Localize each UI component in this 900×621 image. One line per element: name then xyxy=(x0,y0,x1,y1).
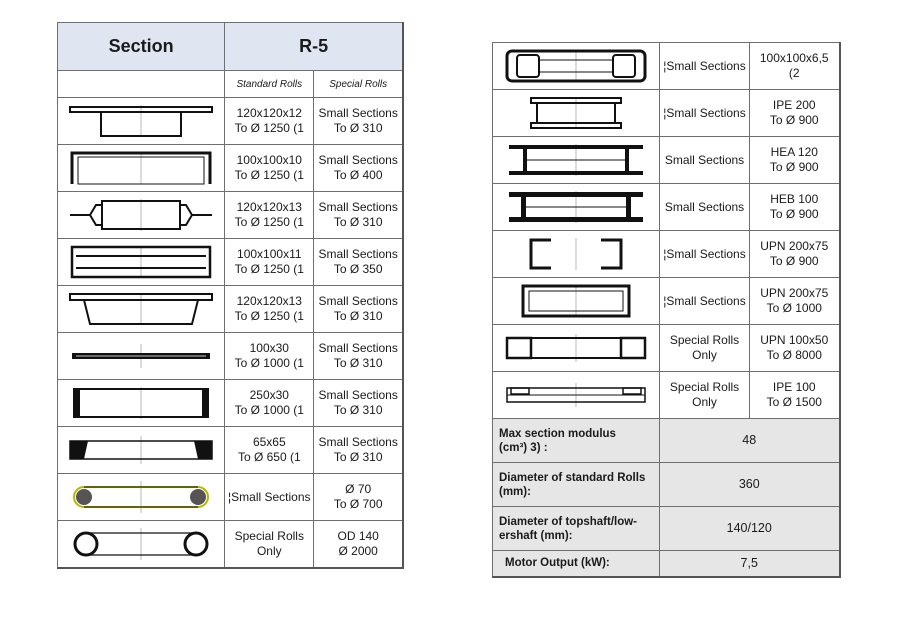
left-spec-table xyxy=(57,22,404,569)
size-range-cell: HEB 100 To Ø 900 xyxy=(750,184,840,231)
spec-value: 360 xyxy=(660,463,840,507)
standard-rolls-cell: 100x100x10 To Ø 1250 (1 xyxy=(225,145,314,192)
ipe-section-icon xyxy=(493,90,660,137)
section-type-cell: ¦Small Sections xyxy=(660,90,750,137)
upn-small-section-icon xyxy=(493,325,660,372)
standard-rolls-cell: 65x65 To Ø 650 (1 xyxy=(225,427,314,474)
special-rolls-subheader: Special Rolls xyxy=(314,71,403,98)
special-rolls-cell: Small Sections To Ø 310 xyxy=(314,427,403,474)
table-row xyxy=(58,286,404,333)
standard-rolls-cell: 250x30 To Ø 1000 (1 xyxy=(225,380,314,427)
spec-value: 7,5 xyxy=(660,551,840,577)
section-type-cell: Small Sections xyxy=(660,137,750,184)
spec-label: Max section modulus (cm³) 3) : xyxy=(493,419,660,463)
spec-row-shaft-diameter xyxy=(493,507,840,551)
special-rolls-cell: Small Sections To Ø 310 xyxy=(314,380,403,427)
wide-flat-section-icon xyxy=(58,380,225,427)
standard-rolls-subheader: Standard Rolls xyxy=(225,71,314,98)
spec-label: Diameter of topshaft/low- ershaft (mm): xyxy=(493,507,660,551)
special-rolls-cell: OD 140 Ø 2000 xyxy=(314,521,403,569)
channel-section-icon xyxy=(58,145,225,192)
table-row xyxy=(58,333,404,380)
special-rolls-cell: Small Sections To Ø 310 xyxy=(314,333,403,380)
tee-angled-section-icon xyxy=(58,286,225,333)
right-spec-table xyxy=(492,42,841,578)
standard-rolls-cell: ¦Small Sections xyxy=(225,474,314,521)
table-row xyxy=(58,239,404,286)
size-range-cell: 100x100x6,5 (2 xyxy=(750,43,840,90)
table-row xyxy=(493,325,840,372)
standard-rolls-cell: 100x100x11 To Ø 1250 (1 xyxy=(225,239,314,286)
table-row xyxy=(493,137,840,184)
upn-wide-section-icon xyxy=(493,278,660,325)
spec-label: Motor Output (kW): xyxy=(493,551,660,577)
table-row xyxy=(493,43,840,90)
section-type-cell: Special Rolls Only xyxy=(660,372,750,419)
heb-section-icon xyxy=(493,184,660,231)
table-row xyxy=(58,474,404,521)
upn-section-icon xyxy=(493,231,660,278)
table-row xyxy=(493,184,840,231)
standard-rolls-cell: 120x120x12 To Ø 1250 (1 xyxy=(225,98,314,145)
section-type-cell: Special Rolls Only xyxy=(660,325,750,372)
flat-bar-section-icon xyxy=(58,333,225,380)
table-row xyxy=(493,278,840,325)
section-header: Section xyxy=(58,23,225,71)
section-type-cell: Small Sections xyxy=(660,184,750,231)
standard-rolls-cell: 100x30 To Ø 1000 (1 xyxy=(225,333,314,380)
table-row xyxy=(493,231,840,278)
special-rolls-cell: Small Sections To Ø 310 xyxy=(314,286,403,333)
standard-rolls-cell: 120x120x13 To Ø 1250 (1 xyxy=(225,192,314,239)
hea-section-icon xyxy=(493,137,660,184)
spec-value: 140/120 xyxy=(660,507,840,551)
subheader-row xyxy=(58,71,404,98)
blank-subheader xyxy=(58,71,225,98)
spec-row-max-section-modulus xyxy=(493,419,840,463)
table-row xyxy=(58,380,404,427)
spec-row-motor-output xyxy=(493,551,840,577)
table-row xyxy=(58,192,404,239)
spec-label: Diameter of standard Rolls (mm): xyxy=(493,463,660,507)
round-bar-section-icon xyxy=(58,474,225,521)
spec-row-standard-rolls-diameter xyxy=(493,463,840,507)
table-row xyxy=(58,98,404,145)
size-range-cell: HEA 120 To Ø 900 xyxy=(750,137,840,184)
size-range-cell: UPN 200x75 To Ø 1000 xyxy=(750,278,840,325)
size-range-cell: IPE 100 To Ø 1500 xyxy=(750,372,840,419)
section-type-cell: ¦Small Sections xyxy=(660,231,750,278)
section-type-cell: ¦Small Sections xyxy=(660,43,750,90)
size-range-cell: UPN 100x50 To Ø 8000 xyxy=(750,325,840,372)
standard-rolls-cell: 120x120x13 To Ø 1250 (1 xyxy=(225,286,314,333)
header-row xyxy=(58,23,404,71)
bulb-flat-section-icon xyxy=(58,192,225,239)
table-row xyxy=(58,427,404,474)
special-rolls-cell: Ø 70 To Ø 700 xyxy=(314,474,403,521)
section-type-cell: ¦Small Sections xyxy=(660,278,750,325)
size-range-cell: UPN 200x75 To Ø 900 xyxy=(750,231,840,278)
rect-tube-section-icon xyxy=(493,43,660,90)
tube-section-icon xyxy=(58,521,225,569)
size-range-cell: IPE 200 To Ø 900 xyxy=(750,90,840,137)
t-section-icon xyxy=(58,98,225,145)
special-rolls-cell: Small Sections To Ø 310 xyxy=(314,98,403,145)
standard-rolls-cell: Special Rolls Only xyxy=(225,521,314,569)
special-rolls-cell: Small Sections To Ø 350 xyxy=(314,239,403,286)
table-row xyxy=(58,521,404,569)
table-row xyxy=(493,90,840,137)
spec-value: 48 xyxy=(660,419,840,463)
table-row xyxy=(58,145,404,192)
special-rolls-cell: Small Sections To Ø 400 xyxy=(314,145,403,192)
ipe-small-section-icon xyxy=(493,372,660,419)
special-rolls-cell: Small Sections To Ø 310 xyxy=(314,192,403,239)
model-header: R-5 xyxy=(225,23,403,71)
double-channel-section-icon xyxy=(58,239,225,286)
square-bar-section-icon xyxy=(58,427,225,474)
table-row xyxy=(493,372,840,419)
